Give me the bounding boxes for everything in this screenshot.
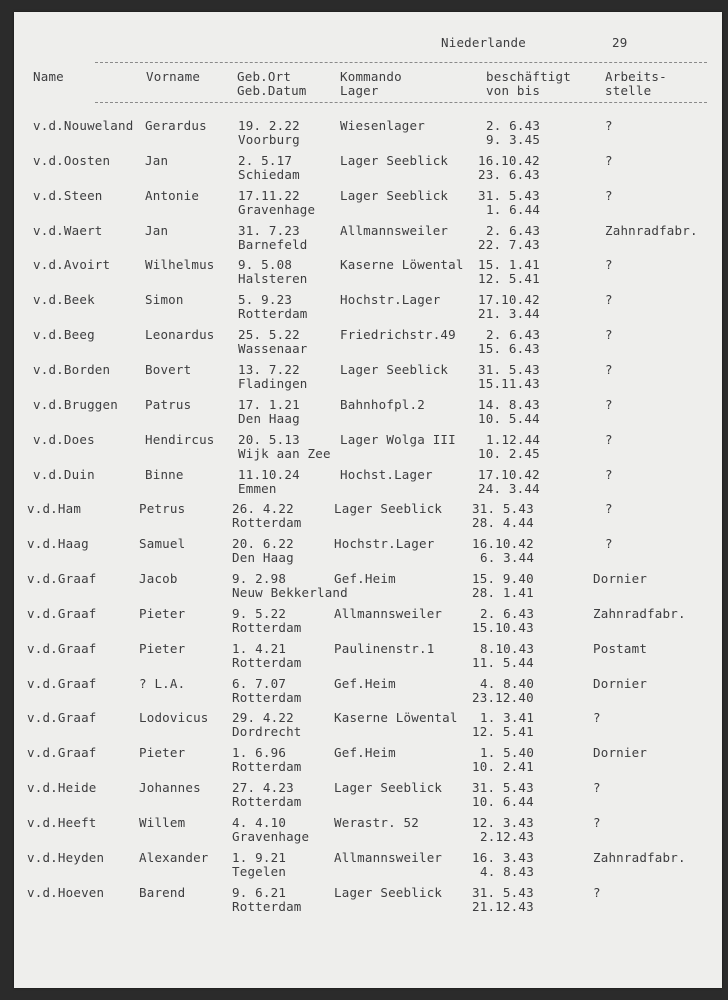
entry-kommando: Paulinenstr.1 [334, 640, 435, 656]
entry-bis: 24. 3.44 [478, 480, 540, 496]
entry-von: 2. 6.43 [480, 605, 535, 621]
entry-kommando: Werastr. 52 [334, 815, 419, 830]
entry-name: v.d.Waert [33, 222, 103, 238]
entry-arbeitsstelle: ? [605, 327, 613, 343]
entry-von: 16.10.42 [478, 152, 540, 168]
entry-geb-datum: 9. 5.08 [238, 257, 293, 273]
entry-geb-datum: 17. 1.21 [238, 396, 300, 412]
entry-bis: 15. 6.43 [478, 341, 540, 357]
entry-name: v.d.Does [33, 431, 95, 447]
entry-vorname: Simon [145, 292, 184, 308]
entry-kommando: Hochstr.Lager [334, 536, 435, 552]
entry-name: v.d.Hoeven [27, 884, 105, 900]
entry-arbeitsstelle: ? [605, 152, 613, 168]
entry-bis: 1. 6.44 [486, 201, 541, 217]
entry-von: 2. 6.43 [486, 327, 541, 343]
entry-geb-datum: 25. 5.22 [238, 327, 300, 343]
entry-kommando: Lager Seeblick [340, 361, 449, 377]
entry-vorname: Willem [139, 815, 186, 830]
entry-von: 31. 5.43 [472, 501, 534, 517]
page-number: 29 [612, 35, 628, 50]
column-header-lager: Lager [340, 83, 379, 98]
entry-kommando: Lager Seeblick [334, 884, 443, 900]
entry-geb-datum: 9. 2.98 [232, 571, 287, 587]
entry-kommando: Lager Seeblick [334, 501, 443, 517]
entry-name: v.d.Avoirt [33, 257, 111, 273]
entry-von: 1. 5.40 [480, 745, 535, 761]
column-header-geb-datum: Geb.Datum [237, 83, 307, 98]
entry-vorname: Barend [139, 884, 186, 900]
entry-geb-datum: 19. 2.22 [238, 118, 300, 133]
entry-name: v.d.Graaf [27, 571, 97, 587]
entry-arbeitsstelle: ? [605, 536, 613, 552]
entry-arbeitsstelle: ? [605, 396, 613, 412]
entry-name: v.d.Graaf [27, 605, 97, 621]
entry-arbeitsstelle: Zahnradfabr. [593, 605, 686, 621]
entry-name: v.d.Ham [27, 501, 82, 517]
entry-von: 31. 5.43 [478, 361, 540, 377]
entry-geb-ort: Rotterdam [232, 619, 302, 635]
entry-bis: 21.12.43 [472, 898, 534, 914]
entry-geb-datum: 26. 4.22 [232, 501, 294, 517]
entry-arbeitsstelle: ? [605, 431, 613, 447]
entry-kommando: Gef.Heim [334, 675, 396, 691]
entry-von: 1.12.44 [486, 431, 541, 447]
entry-von: 31. 5.43 [478, 187, 540, 203]
entry-geb-ort: Rotterdam [232, 515, 302, 531]
entry-von: 15. 1.41 [478, 257, 540, 273]
entry-vorname: Jan [145, 222, 169, 238]
entry-arbeitsstelle: Dornier [593, 745, 648, 761]
entry-geb-datum: 13. 7.22 [238, 361, 300, 377]
entry-kommando: Allmannsweiler [334, 605, 443, 621]
entry-bis: 15.10.43 [472, 619, 534, 635]
entry-vorname: Pieter [139, 605, 186, 621]
country-heading: Niederlande [441, 35, 526, 50]
column-header-vorname: Vorname [146, 69, 201, 84]
entry-arbeitsstelle: Zahnradfabr. [593, 849, 686, 865]
entry-kommando: Lager Seeblick [340, 187, 449, 203]
entry-vorname: Antonie [145, 187, 200, 203]
entry-von: 16. 3.43 [472, 849, 534, 865]
entry-arbeitsstelle: Postamt [593, 640, 648, 656]
entry-von: 1. 3.41 [480, 710, 535, 726]
entry-geb-ort: Fladingen [238, 375, 308, 391]
entry-name: v.d.Nouweland [33, 118, 134, 133]
entry-geb-ort: Schiedam [238, 166, 300, 182]
entry-geb-datum: 2. 5.17 [238, 152, 293, 168]
entry-vorname: Patrus [145, 396, 192, 412]
entry-geb-datum: 29. 4.22 [232, 710, 294, 726]
entry-arbeitsstelle: ? [605, 257, 613, 273]
entry-vorname: Samuel [139, 536, 186, 552]
entry-kommando: Friedrichstr.49 [340, 327, 456, 343]
entry-arbeitsstelle: Zahnradfabr. [605, 222, 698, 238]
entry-vorname: Leonardus [145, 327, 215, 343]
entry-vorname: Jacob [139, 571, 178, 587]
entry-name: v.d.Graaf [27, 745, 97, 761]
entry-name: v.d.Borden [33, 361, 111, 377]
entry-arbeitsstelle: ? [605, 118, 613, 133]
entry-kommando: Gef.Heim [334, 745, 396, 761]
entry-name: v.d.Graaf [27, 710, 97, 726]
entry-name: v.d.Heyden [27, 849, 105, 865]
entry-kommando: Gef.Heim [334, 571, 396, 587]
entry-bis: 10. 5.44 [478, 410, 540, 426]
entry-arbeitsstelle: ? [605, 361, 613, 377]
entry-geb-ort: Gravenhage [232, 829, 310, 844]
entry-arbeitsstelle: ? [593, 710, 601, 726]
entry-von: 17.10.42 [478, 292, 540, 308]
entry-kommando: Allmannsweiler [334, 849, 443, 865]
entry-arbeitsstelle: ? [593, 884, 601, 900]
entry-geb-datum: 1. 9.21 [232, 849, 287, 865]
entry-geb-datum: 1. 4.21 [232, 640, 287, 656]
entry-geb-ort: Rotterdam [232, 654, 302, 670]
entry-geb-datum: 9. 5.22 [232, 605, 287, 621]
entry-bis: 22. 7.43 [478, 236, 540, 252]
entry-vorname: Jan [145, 152, 169, 168]
entry-kommando: Lager Seeblick [340, 152, 449, 168]
entry-bis: 6. 3.44 [480, 550, 535, 566]
entry-geb-datum: 20. 6.22 [232, 536, 294, 552]
entry-bis: 12. 5.41 [472, 724, 534, 740]
entry-geb-ort: Dordrecht [232, 724, 302, 740]
entry-name: v.d.Duin [33, 466, 95, 482]
entry-geb-ort: Rotterdam [232, 689, 302, 705]
entry-geb-datum: 17.11.22 [238, 187, 300, 203]
entry-name: v.d.Heide [27, 780, 97, 796]
entry-bis: 4. 8.43 [480, 863, 535, 879]
entry-geb-ort: Wijk aan Zee [238, 445, 331, 461]
header-rule-top [95, 62, 707, 63]
entry-arbeitsstelle: ? [593, 780, 601, 796]
entry-arbeitsstelle: Dornier [593, 571, 648, 587]
entry-bis: 23. 6.43 [478, 166, 540, 182]
entry-vorname: Pieter [139, 745, 186, 761]
entry-geb-ort: Rotterdam [232, 759, 302, 775]
entry-bis: 10. 6.44 [472, 794, 534, 810]
entry-arbeitsstelle: ? [605, 501, 613, 517]
column-header-von-bis: von bis [486, 83, 541, 98]
entry-geb-datum: 1. 6.96 [232, 745, 287, 761]
entry-von: 31. 5.43 [472, 884, 534, 900]
entry-vorname: Binne [145, 466, 184, 482]
entry-geb-datum: 4. 4.10 [232, 815, 287, 830]
entry-geb-datum: 27. 4.23 [232, 780, 294, 796]
entry-bis: 21. 3.44 [478, 306, 540, 322]
column-header-geb-ort: Geb.Ort [237, 69, 292, 84]
entry-geb-datum: 11.10.24 [238, 466, 300, 482]
entry-vorname: Wilhelmus [145, 257, 215, 273]
entry-kommando: Kaserne Löwental [334, 710, 458, 726]
entry-arbeitsstelle: ? [605, 187, 613, 203]
entry-geb-datum: 9. 6.21 [232, 884, 287, 900]
entry-kommando: Allmannsweiler [340, 222, 449, 238]
entry-vorname: ? L.A. [139, 675, 186, 691]
entry-name: v.d.Heeft [27, 815, 97, 830]
entry-von: 8.10.43 [480, 640, 535, 656]
entry-arbeitsstelle: Dornier [593, 675, 648, 691]
entry-bis: 2.12.43 [480, 829, 535, 844]
entry-name: v.d.Graaf [27, 675, 97, 691]
entry-vorname: Gerardus [145, 118, 207, 133]
column-header-name: Name [33, 69, 64, 84]
entry-geb-ort: Den Haag [232, 550, 294, 566]
entry-geb-ort: Neuw Bekkerland [232, 585, 348, 601]
entry-geb-datum: 20. 5.13 [238, 431, 300, 447]
entry-geb-ort: Rotterdam [232, 794, 302, 810]
entry-arbeitsstelle: ? [593, 815, 601, 830]
entry-von: 2. 6.43 [486, 118, 541, 133]
entry-geb-ort: Halsteren [238, 271, 308, 287]
entry-bis: 9. 3.45 [486, 132, 541, 147]
column-header-arbeitsstelle: Arbeits- [605, 69, 667, 84]
entry-name: v.d.Oosten [33, 152, 111, 168]
entry-von: 15. 9.40 [472, 571, 534, 587]
entry-geb-ort: Barnefeld [238, 236, 308, 252]
entry-name: v.d.Beek [33, 292, 95, 308]
entry-von: 16.10.42 [472, 536, 534, 552]
entry-geb-ort: Rotterdam [238, 306, 308, 322]
entry-geb-ort: Wassenaar [238, 341, 308, 357]
entry-von: 12. 3.43 [472, 815, 534, 830]
entry-geb-ort: Emmen [238, 480, 277, 496]
entry-vorname: Bovert [145, 361, 192, 377]
entry-geb-datum: 6. 7.07 [232, 675, 287, 691]
entry-vorname: Johannes [139, 780, 201, 796]
entry-arbeitsstelle: ? [605, 466, 613, 482]
entry-geb-datum: 5. 9.23 [238, 292, 293, 308]
entry-kommando: Bahnhofpl.2 [340, 396, 425, 412]
entry-name: v.d.Beeg [33, 327, 95, 343]
entry-name: v.d.Steen [33, 187, 103, 203]
entry-von: 14. 8.43 [478, 396, 540, 412]
entry-vorname: Lodovicus [139, 710, 209, 726]
entry-bis: 28. 1.41 [472, 585, 534, 601]
entry-bis: 28. 4.44 [472, 515, 534, 531]
entry-bis: 11. 5.44 [472, 654, 534, 670]
entry-kommando: Wiesenlager [340, 118, 425, 133]
entry-bis: 23.12.40 [472, 689, 534, 705]
entry-kommando: Lager Seeblick [334, 780, 443, 796]
entry-bis: 10. 2.41 [472, 759, 534, 775]
entry-geb-datum: 31. 7.23 [238, 222, 300, 238]
column-header-kommando: Kommando [340, 69, 402, 84]
entry-von: 4. 8.40 [480, 675, 535, 691]
header-rule-bottom [95, 102, 707, 103]
entry-vorname: Alexander [139, 849, 209, 865]
entry-kommando: Hochstr.Lager [340, 292, 441, 308]
entry-geb-ort: Rotterdam [232, 898, 302, 914]
entry-geb-ort: Gravenhage [238, 201, 316, 217]
entry-vorname: Hendircus [145, 431, 215, 447]
entry-kommando: Kaserne Löwental [340, 257, 464, 273]
entry-kommando: Lager Wolga III [340, 431, 456, 447]
entry-vorname: Pieter [139, 640, 186, 656]
entry-von: 31. 5.43 [472, 780, 534, 796]
entry-von: 17.10.42 [478, 466, 540, 482]
entry-name: v.d.Graaf [27, 640, 97, 656]
entry-arbeitsstelle: ? [605, 292, 613, 308]
entry-bis: 10. 2.45 [478, 445, 540, 461]
column-header-stelle: stelle [605, 83, 652, 98]
entry-bis: 12. 5.41 [478, 271, 540, 287]
entry-geb-ort: Voorburg [238, 132, 300, 147]
entry-kommando: Hochst.Lager [340, 466, 433, 482]
column-header-beschaeftigt: beschäftigt [486, 69, 571, 84]
entry-geb-ort: Den Haag [238, 410, 300, 426]
entry-name: v.d.Bruggen [33, 396, 118, 412]
entry-geb-ort: Tegelen [232, 863, 287, 879]
entry-vorname: Petrus [139, 501, 186, 517]
entry-bis: 15.11.43 [478, 375, 540, 391]
entry-von: 2. 6.43 [486, 222, 541, 238]
entry-name: v.d.Haag [27, 536, 89, 552]
